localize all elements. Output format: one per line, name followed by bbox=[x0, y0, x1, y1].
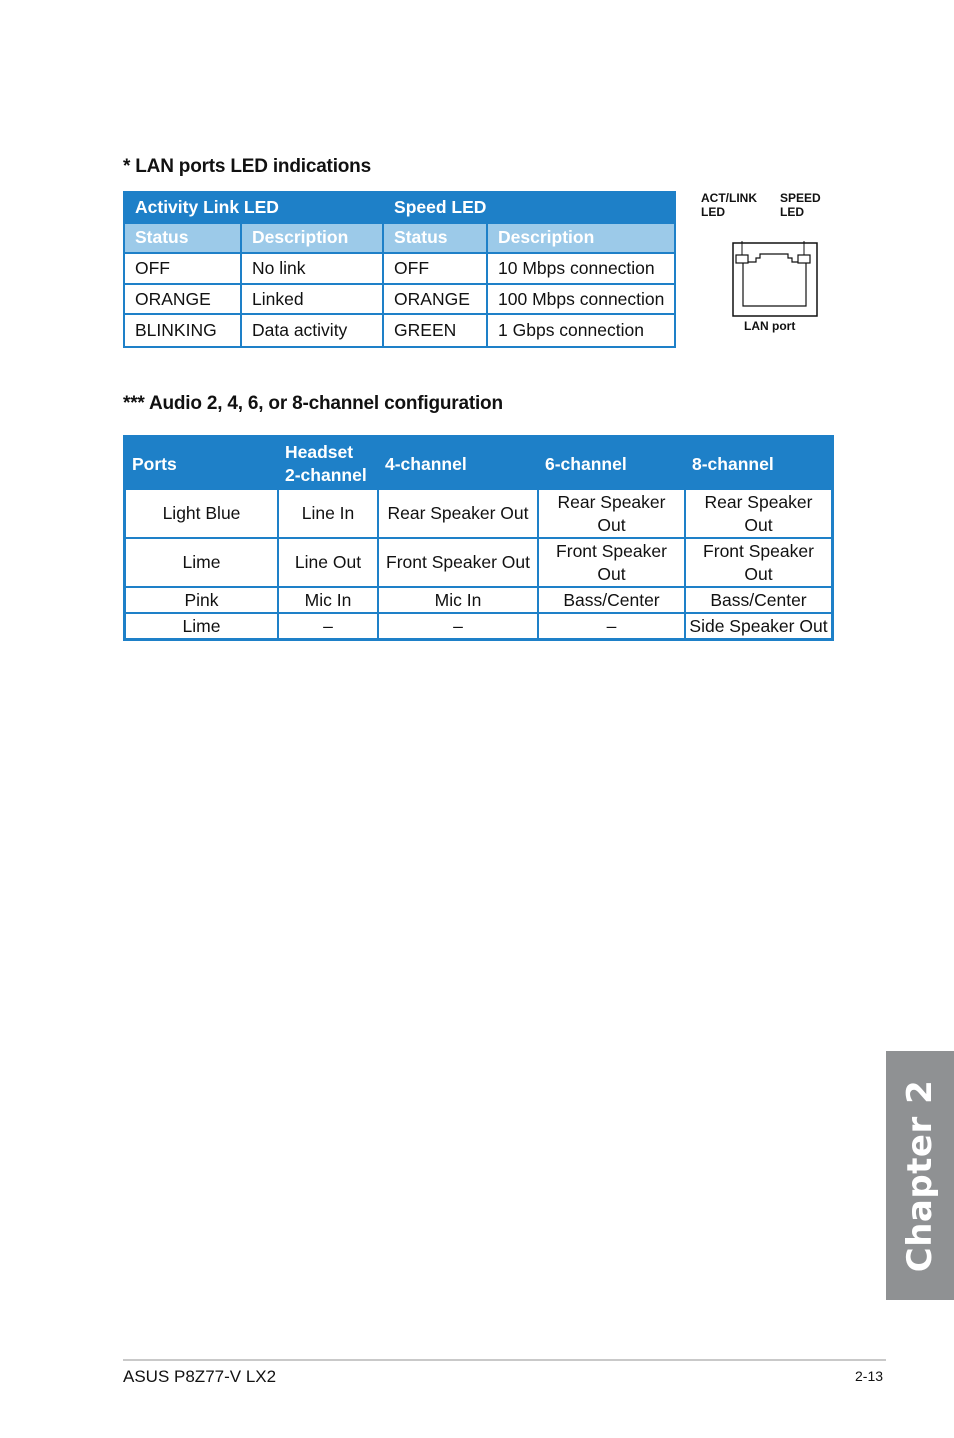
footer-product-name: ASUS P8Z77-V LX2 bbox=[123, 1367, 277, 1386]
lan-port-icon bbox=[732, 241, 818, 317]
audio-config-table bbox=[123, 435, 834, 641]
header-8-channel: 8-channel bbox=[686, 438, 831, 490]
lan-led-table bbox=[123, 191, 676, 348]
table-cell bbox=[539, 539, 686, 588]
led-label-line: LED bbox=[780, 205, 804, 219]
table-cell: Mic In bbox=[379, 588, 539, 614]
cell-line: Rear Speaker bbox=[557, 491, 666, 512]
header-row bbox=[126, 438, 831, 490]
chapter-label: Chapter 2 bbox=[900, 1079, 940, 1272]
cell-line: Front Speaker bbox=[703, 540, 814, 561]
table-cell: Front Speaker Out bbox=[379, 539, 539, 588]
table-cell bbox=[686, 490, 831, 539]
table-cell: Data activity bbox=[242, 315, 384, 346]
table-row bbox=[126, 490, 831, 539]
cell-line: Out bbox=[744, 563, 773, 584]
table-cell: Linked bbox=[242, 285, 384, 316]
cell-line: Out bbox=[744, 514, 773, 535]
table-cell: Lime bbox=[126, 539, 279, 588]
table-cell: Light Blue bbox=[126, 490, 279, 539]
cell-line: Out bbox=[597, 563, 626, 584]
table-cell: – bbox=[279, 614, 379, 638]
header-headset-2-channel bbox=[279, 438, 379, 490]
act-link-led-label bbox=[701, 191, 757, 219]
table-cell bbox=[539, 490, 686, 539]
table-cell: ORANGE bbox=[384, 285, 488, 316]
subheader-description: Description bbox=[242, 224, 384, 255]
lan-port-label: LAN port bbox=[744, 319, 796, 333]
header-headset-line: Headset bbox=[285, 442, 354, 462]
table-cell: Line Out bbox=[279, 539, 379, 588]
chapter-tab bbox=[886, 1051, 954, 1300]
table-cell: Mic In bbox=[279, 588, 379, 614]
table-cell: Bass/Center bbox=[686, 588, 831, 614]
table-cell bbox=[686, 539, 831, 588]
table-cell: 100 Mbps connection bbox=[488, 285, 674, 316]
table-cell: ORANGE bbox=[125, 285, 242, 316]
table-row bbox=[125, 254, 674, 285]
speed-led-label bbox=[780, 191, 821, 219]
footer-page-number: 2-13 bbox=[855, 1368, 884, 1384]
audio-config-heading: *** Audio 2, 4, 6, or 8-channel configuration bbox=[123, 393, 503, 414]
table-cell: – bbox=[379, 614, 539, 638]
subheader-description: Description bbox=[488, 224, 674, 255]
footer-divider bbox=[123, 1359, 886, 1361]
header-2-channel-line: 2-channel bbox=[285, 465, 367, 485]
cell-line: Out bbox=[597, 514, 626, 535]
table-row bbox=[126, 614, 831, 638]
speed-label-line: SPEED bbox=[780, 191, 821, 205]
table-cell: OFF bbox=[125, 254, 242, 285]
table-cell: Line In bbox=[279, 490, 379, 539]
table-cell: Side Speaker Out bbox=[686, 614, 831, 638]
table-cell: Bass/Center bbox=[539, 588, 686, 614]
table-row bbox=[125, 315, 674, 346]
table-cell: OFF bbox=[384, 254, 488, 285]
table-row bbox=[125, 285, 674, 316]
led-label-line: LED bbox=[701, 205, 725, 219]
cell-line: Rear Speaker bbox=[704, 491, 813, 512]
act-link-label-line: ACT/LINK bbox=[701, 191, 757, 205]
table-cell: Rear Speaker Out bbox=[379, 490, 539, 539]
header-6-channel: 6-channel bbox=[539, 438, 686, 490]
header-4-channel: 4-channel bbox=[379, 438, 539, 490]
table-cell: 1 Gbps connection bbox=[488, 315, 674, 346]
group-header-speed: Speed LED bbox=[384, 193, 674, 224]
table-cell: 10 Mbps connection bbox=[488, 254, 674, 285]
group-header-activity-link: Activity Link LED bbox=[125, 193, 384, 224]
table-cell: Pink bbox=[126, 588, 279, 614]
lan-led-heading: * LAN ports LED indications bbox=[123, 156, 371, 177]
table-cell: GREEN bbox=[384, 315, 488, 346]
table-row bbox=[126, 539, 831, 588]
table-cell: Lime bbox=[126, 614, 279, 638]
table-row bbox=[126, 588, 831, 614]
lan-port-figure bbox=[698, 188, 838, 338]
subheader-status: Status bbox=[125, 224, 242, 255]
cell-line: Front Speaker bbox=[556, 540, 667, 561]
table-cell: – bbox=[539, 614, 686, 638]
subheader-status: Status bbox=[384, 224, 488, 255]
table-cell: BLINKING bbox=[125, 315, 242, 346]
header-ports: Ports bbox=[126, 438, 279, 490]
table-cell: No link bbox=[242, 254, 384, 285]
